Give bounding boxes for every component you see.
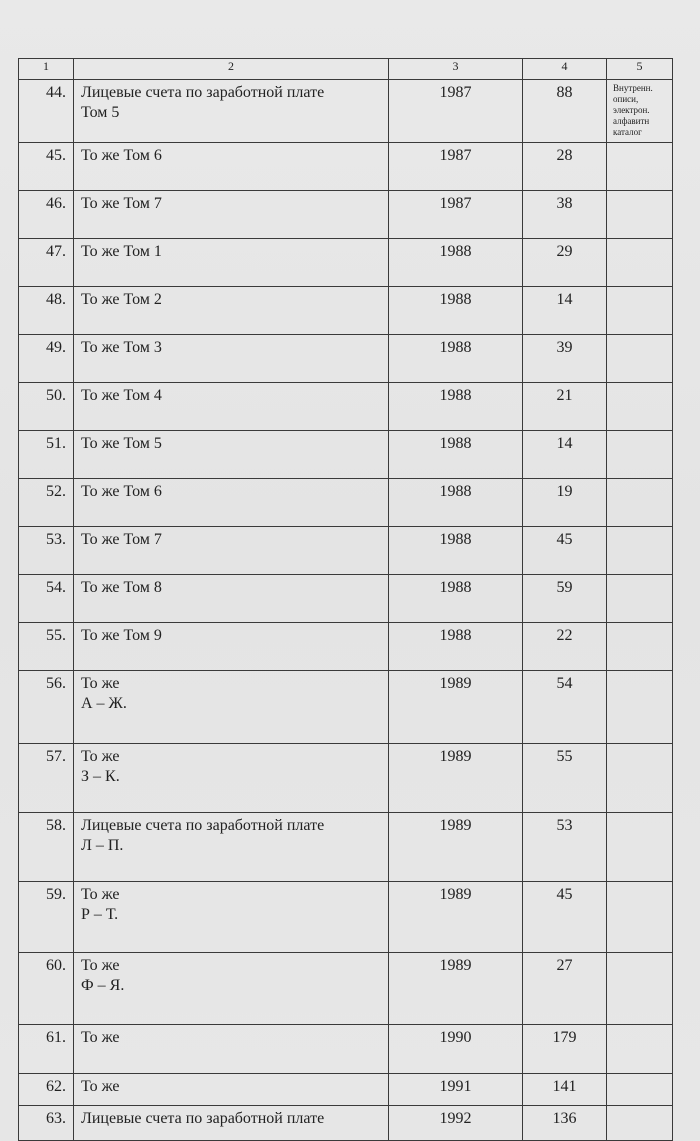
record-title: То же	[74, 1025, 389, 1074]
table-row	[19, 383, 673, 431]
table-row	[19, 1074, 673, 1106]
record-title: То же	[74, 1074, 389, 1106]
record-title: Лицевые счета по заработной плате	[74, 1106, 389, 1141]
record-title: То же Том 2	[74, 287, 389, 335]
record-number: 52.	[19, 479, 74, 527]
record-note	[607, 744, 673, 813]
record-year: 1987	[389, 143, 523, 191]
record-page-count: 45	[523, 527, 607, 575]
record-number: 55.	[19, 623, 74, 671]
record-title: То же А – Ж.	[74, 671, 389, 744]
record-number: 46.	[19, 191, 74, 239]
record-year: 1988	[389, 479, 523, 527]
table-row	[19, 527, 673, 575]
record-number: 60.	[19, 953, 74, 1025]
record-year: 1988	[389, 287, 523, 335]
table-row	[19, 813, 673, 882]
record-year: 1988	[389, 383, 523, 431]
record-title: То же Том 7	[74, 527, 389, 575]
record-title: Лицевые счета по заработной плате Л – П.	[74, 813, 389, 882]
record-page-count: 21	[523, 383, 607, 431]
record-year: 1991	[389, 1074, 523, 1106]
record-title: То же Том 6	[74, 479, 389, 527]
record-note	[607, 1074, 673, 1106]
table-row	[19, 575, 673, 623]
table-row	[19, 239, 673, 287]
record-year: 1988	[389, 239, 523, 287]
record-year: 1988	[389, 575, 523, 623]
record-number: 44.	[19, 80, 74, 143]
record-note	[607, 527, 673, 575]
record-page-count: 88	[523, 80, 607, 143]
record-page-count: 14	[523, 431, 607, 479]
record-note	[607, 335, 673, 383]
record-number: 49.	[19, 335, 74, 383]
record-page-count: 53	[523, 813, 607, 882]
record-note	[607, 191, 673, 239]
record-page-count: 28	[523, 143, 607, 191]
record-page-count: 22	[523, 623, 607, 671]
table-row	[19, 882, 673, 953]
record-page-count: 54	[523, 671, 607, 744]
record-number: 56.	[19, 671, 74, 744]
record-page-count: 38	[523, 191, 607, 239]
record-title: То же Ф – Я.	[74, 953, 389, 1025]
record-number: 53.	[19, 527, 74, 575]
record-note	[607, 239, 673, 287]
record-title: То же Том 5	[74, 431, 389, 479]
record-number: 51.	[19, 431, 74, 479]
record-number: 47.	[19, 239, 74, 287]
record-note	[607, 431, 673, 479]
table-row	[19, 623, 673, 671]
column-header-5: 5	[607, 59, 673, 80]
records-table	[18, 58, 673, 1141]
column-header-3: 3	[389, 59, 523, 80]
record-number: 57.	[19, 744, 74, 813]
record-page-count: 39	[523, 335, 607, 383]
record-year: 1988	[389, 623, 523, 671]
header-row	[19, 59, 673, 80]
record-page-count: 55	[523, 744, 607, 813]
table-row	[19, 80, 673, 143]
record-number: 59.	[19, 882, 74, 953]
record-note	[607, 479, 673, 527]
record-year: 1989	[389, 744, 523, 813]
record-note: Внутренн. описи, электрон. алфавитн каталог	[607, 80, 673, 143]
record-page-count: 29	[523, 239, 607, 287]
column-header-1: 1	[19, 59, 74, 80]
record-year: 1989	[389, 671, 523, 744]
record-page-count: 59	[523, 575, 607, 623]
table-row	[19, 143, 673, 191]
record-title: Лицевые счета по заработной плате Том 5	[74, 80, 389, 143]
record-title: То же З – К.	[74, 744, 389, 813]
record-note	[607, 671, 673, 744]
record-year: 1988	[389, 527, 523, 575]
table-row	[19, 744, 673, 813]
record-year: 1987	[389, 80, 523, 143]
record-year: 1988	[389, 431, 523, 479]
record-number: 48.	[19, 287, 74, 335]
column-header-4: 4	[523, 59, 607, 80]
record-title: То же Том 8	[74, 575, 389, 623]
table-row	[19, 671, 673, 744]
record-note	[607, 1106, 673, 1141]
record-number: 50.	[19, 383, 74, 431]
record-year: 1989	[389, 953, 523, 1025]
record-title: То же Том 6	[74, 143, 389, 191]
record-number: 45.	[19, 143, 74, 191]
record-title: То же Том 3	[74, 335, 389, 383]
record-page-count: 136	[523, 1106, 607, 1141]
record-title: То же Том 9	[74, 623, 389, 671]
record-note	[607, 813, 673, 882]
record-title: То же Р – Т.	[74, 882, 389, 953]
record-note	[607, 1025, 673, 1074]
table-row	[19, 431, 673, 479]
record-page-count: 14	[523, 287, 607, 335]
record-page-count: 19	[523, 479, 607, 527]
record-note	[607, 575, 673, 623]
record-number: 62.	[19, 1074, 74, 1106]
record-number: 63.	[19, 1106, 74, 1141]
record-page-count: 27	[523, 953, 607, 1025]
record-title: То же Том 4	[74, 383, 389, 431]
record-note	[607, 143, 673, 191]
record-title: То же Том 7	[74, 191, 389, 239]
record-note	[607, 953, 673, 1025]
record-number: 61.	[19, 1025, 74, 1074]
record-number: 58.	[19, 813, 74, 882]
record-title: То же Том 1	[74, 239, 389, 287]
record-note	[607, 383, 673, 431]
record-year: 1989	[389, 813, 523, 882]
record-year: 1987	[389, 191, 523, 239]
record-page-count: 45	[523, 882, 607, 953]
record-note	[607, 287, 673, 335]
record-number: 54.	[19, 575, 74, 623]
record-page-count: 141	[523, 1074, 607, 1106]
record-year: 1988	[389, 335, 523, 383]
table-row	[19, 953, 673, 1025]
record-note	[607, 882, 673, 953]
record-note	[607, 623, 673, 671]
table-row	[19, 1106, 673, 1141]
table-row	[19, 287, 673, 335]
record-page-count: 179	[523, 1025, 607, 1074]
record-year: 1992	[389, 1106, 523, 1141]
record-year: 1990	[389, 1025, 523, 1074]
table-row	[19, 335, 673, 383]
column-header-2: 2	[74, 59, 389, 80]
record-year: 1989	[389, 882, 523, 953]
table-row	[19, 1025, 673, 1074]
table-row	[19, 191, 673, 239]
table-row	[19, 479, 673, 527]
